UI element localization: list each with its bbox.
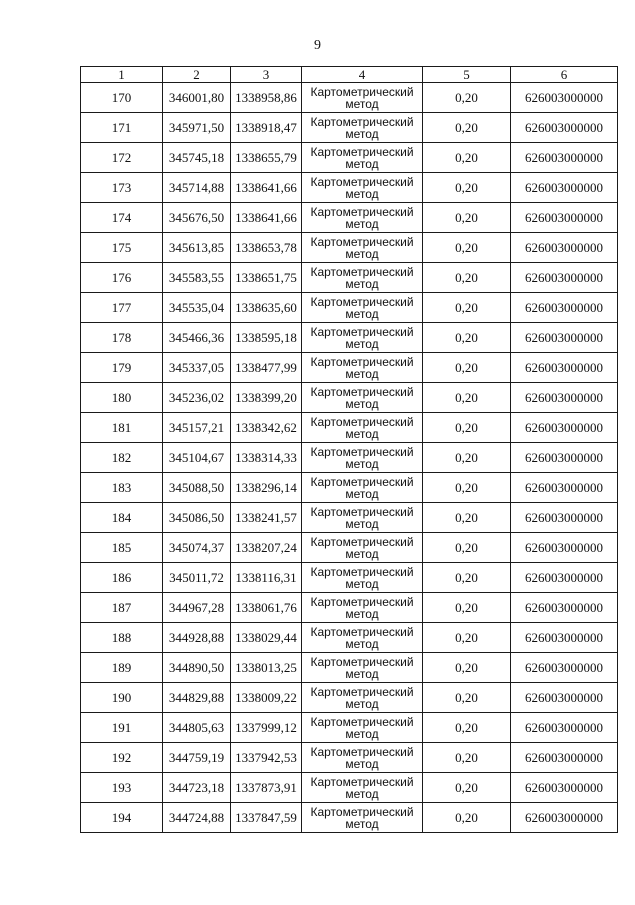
accuracy-cell: 0,20	[423, 443, 511, 473]
method-text-line1: Картометрический	[310, 774, 414, 789]
code-cell: 626003000000	[511, 113, 618, 143]
method-text-line2: метод	[345, 456, 379, 471]
code-cell: 626003000000	[511, 773, 618, 803]
accuracy-cell: 0,20	[423, 263, 511, 293]
method-cell	[302, 533, 423, 563]
table-row	[81, 203, 618, 233]
method-text-line2: метод	[345, 336, 379, 351]
code-cell: 626003000000	[511, 683, 618, 713]
method-text-line2: метод	[345, 546, 379, 561]
point-number-cell: 187	[81, 593, 163, 623]
method-text-line2: метод	[345, 696, 379, 711]
method-cell	[302, 113, 423, 143]
x-coordinate-cell: 345074,37	[163, 533, 231, 563]
method-text-line1: Картометрический	[310, 324, 414, 339]
accuracy-cell: 0,20	[423, 293, 511, 323]
table-row	[81, 83, 618, 113]
method-text-line2: метод	[345, 576, 379, 591]
accuracy-cell: 0,20	[423, 83, 511, 113]
column-header: 2	[163, 67, 231, 83]
method-text-line1: Картометрический	[310, 264, 414, 279]
x-coordinate-cell: 345583,55	[163, 263, 231, 293]
x-coordinate-cell: 345011,72	[163, 563, 231, 593]
accuracy-cell: 0,20	[423, 563, 511, 593]
method-cell	[302, 353, 423, 383]
code-cell: 626003000000	[511, 533, 618, 563]
y-coordinate-cell: 1338061,76	[231, 593, 302, 623]
method-text-line1: Картометрический	[310, 234, 414, 249]
table-row	[81, 653, 618, 683]
point-number-cell: 189	[81, 653, 163, 683]
method-text-line2: метод	[345, 486, 379, 501]
y-coordinate-cell: 1338641,66	[231, 173, 302, 203]
method-text-line1: Картометрический	[310, 624, 414, 639]
method-text-line1: Картометрический	[310, 414, 414, 429]
table-row	[81, 803, 618, 833]
y-coordinate-cell: 1338342,62	[231, 413, 302, 443]
accuracy-cell: 0,20	[423, 233, 511, 263]
table-row	[81, 113, 618, 143]
x-coordinate-cell: 344805,63	[163, 713, 231, 743]
x-coordinate-cell: 344829,88	[163, 683, 231, 713]
method-text-line1: Картометрический	[310, 384, 414, 399]
page-number: 9	[314, 38, 321, 53]
table-row	[81, 503, 618, 533]
y-coordinate-cell: 1337873,91	[231, 773, 302, 803]
accuracy-cell: 0,20	[423, 773, 511, 803]
method-text-line1: Картометрический	[310, 354, 414, 369]
point-number-cell: 191	[81, 713, 163, 743]
method-text-line1: Картометрический	[310, 804, 414, 819]
point-number-cell: 178	[81, 323, 163, 353]
point-number-cell: 183	[81, 473, 163, 503]
method-text-line1: Картометрический	[310, 564, 414, 579]
point-number-cell: 170	[81, 83, 163, 113]
method-text-line2: метод	[345, 216, 379, 231]
method-cell	[302, 383, 423, 413]
accuracy-cell: 0,20	[423, 503, 511, 533]
code-cell: 626003000000	[511, 803, 618, 833]
method-cell	[302, 233, 423, 263]
x-coordinate-cell: 344759,19	[163, 743, 231, 773]
code-cell: 626003000000	[511, 233, 618, 263]
code-cell: 626003000000	[511, 203, 618, 233]
point-number-cell: 171	[81, 113, 163, 143]
method-text-line1: Картометрический	[310, 174, 414, 189]
accuracy-cell: 0,20	[423, 653, 511, 683]
method-cell	[302, 173, 423, 203]
point-number-cell: 180	[81, 383, 163, 413]
accuracy-cell: 0,20	[423, 383, 511, 413]
y-coordinate-cell: 1338651,75	[231, 263, 302, 293]
method-text-line2: метод	[345, 276, 379, 291]
code-cell: 626003000000	[511, 383, 618, 413]
point-number-cell: 184	[81, 503, 163, 533]
method-cell	[302, 653, 423, 683]
x-coordinate-cell: 344967,28	[163, 593, 231, 623]
method-cell	[302, 203, 423, 233]
accuracy-cell: 0,20	[423, 323, 511, 353]
table-row	[81, 563, 618, 593]
method-cell	[302, 803, 423, 833]
method-cell	[302, 293, 423, 323]
table-row	[81, 713, 618, 743]
x-coordinate-cell: 345236,02	[163, 383, 231, 413]
table-row	[81, 263, 618, 293]
accuracy-cell: 0,20	[423, 623, 511, 653]
code-cell: 626003000000	[511, 743, 618, 773]
y-coordinate-cell: 1338116,31	[231, 563, 302, 593]
x-coordinate-cell: 345971,50	[163, 113, 231, 143]
point-number-cell: 193	[81, 773, 163, 803]
table-row	[81, 743, 618, 773]
method-cell	[302, 773, 423, 803]
method-text-line2: метод	[345, 756, 379, 771]
code-cell: 626003000000	[511, 503, 618, 533]
table-row	[81, 683, 618, 713]
table-row	[81, 293, 618, 323]
accuracy-cell: 0,20	[423, 473, 511, 503]
y-coordinate-cell: 1338399,20	[231, 383, 302, 413]
x-coordinate-cell: 344723,18	[163, 773, 231, 803]
method-text-line1: Картометрический	[310, 684, 414, 699]
x-coordinate-cell: 344890,50	[163, 653, 231, 683]
y-coordinate-cell: 1338595,18	[231, 323, 302, 353]
table-row	[81, 593, 618, 623]
method-text-line1: Картометрический	[310, 204, 414, 219]
table-row	[81, 533, 618, 563]
column-header: 1	[81, 67, 163, 83]
y-coordinate-cell: 1337847,59	[231, 803, 302, 833]
method-cell	[302, 563, 423, 593]
accuracy-cell: 0,20	[423, 143, 511, 173]
method-cell	[302, 143, 423, 173]
point-number-cell: 172	[81, 143, 163, 173]
method-text-line1: Картометрический	[310, 504, 414, 519]
point-number-cell: 190	[81, 683, 163, 713]
table-row	[81, 773, 618, 803]
y-coordinate-cell: 1338918,47	[231, 113, 302, 143]
y-coordinate-cell: 1338641,66	[231, 203, 302, 233]
table-row	[81, 383, 618, 413]
method-cell	[302, 743, 423, 773]
y-coordinate-cell: 1338296,14	[231, 473, 302, 503]
y-coordinate-cell: 1338029,44	[231, 623, 302, 653]
y-coordinate-cell: 1338009,22	[231, 683, 302, 713]
column-header: 3	[231, 67, 302, 83]
method-text-line2: метод	[345, 606, 379, 621]
column-header: 4	[302, 67, 423, 83]
method-cell	[302, 443, 423, 473]
code-cell: 626003000000	[511, 173, 618, 203]
table-header-row	[81, 67, 618, 83]
method-cell	[302, 503, 423, 533]
coordinates-table	[80, 66, 618, 833]
x-coordinate-cell: 346001,80	[163, 83, 231, 113]
x-coordinate-cell: 345088,50	[163, 473, 231, 503]
point-number-cell: 186	[81, 563, 163, 593]
point-number-cell: 188	[81, 623, 163, 653]
x-coordinate-cell: 345613,85	[163, 233, 231, 263]
point-number-cell: 179	[81, 353, 163, 383]
code-cell: 626003000000	[511, 563, 618, 593]
y-coordinate-cell: 1338655,79	[231, 143, 302, 173]
code-cell: 626003000000	[511, 293, 618, 323]
code-cell: 626003000000	[511, 623, 618, 653]
method-cell	[302, 623, 423, 653]
method-text-line1: Картометрический	[310, 144, 414, 159]
accuracy-cell: 0,20	[423, 683, 511, 713]
table-row	[81, 443, 618, 473]
method-text-line2: метод	[345, 666, 379, 681]
table-row	[81, 143, 618, 173]
method-text-line2: метод	[345, 786, 379, 801]
method-text-line2: метод	[345, 636, 379, 651]
y-coordinate-cell: 1338314,33	[231, 443, 302, 473]
method-text-line1: Картометрический	[310, 84, 414, 99]
accuracy-cell: 0,20	[423, 203, 511, 233]
accuracy-cell: 0,20	[423, 353, 511, 383]
column-header: 5	[423, 67, 511, 83]
point-number-cell: 175	[81, 233, 163, 263]
method-cell	[302, 473, 423, 503]
code-cell: 626003000000	[511, 443, 618, 473]
method-text-line1: Картометрический	[310, 444, 414, 459]
method-text-line1: Картометрический	[310, 744, 414, 759]
method-cell	[302, 413, 423, 443]
code-cell: 626003000000	[511, 83, 618, 113]
point-number-cell: 194	[81, 803, 163, 833]
x-coordinate-cell: 345337,05	[163, 353, 231, 383]
method-text-line2: метод	[345, 726, 379, 741]
table-row	[81, 353, 618, 383]
method-text-line2: метод	[345, 306, 379, 321]
y-coordinate-cell: 1337999,12	[231, 713, 302, 743]
method-text-line2: метод	[345, 246, 379, 261]
method-cell	[302, 263, 423, 293]
x-coordinate-cell: 345086,50	[163, 503, 231, 533]
column-header: 6	[511, 67, 618, 83]
point-number-cell: 181	[81, 413, 163, 443]
point-number-cell: 177	[81, 293, 163, 323]
table-row	[81, 473, 618, 503]
accuracy-cell: 0,20	[423, 113, 511, 143]
method-text-line2: метод	[345, 396, 379, 411]
code-cell: 626003000000	[511, 143, 618, 173]
method-text-line2: метод	[345, 186, 379, 201]
method-text-line2: метод	[345, 816, 379, 831]
y-coordinate-cell: 1338207,24	[231, 533, 302, 563]
method-text-line2: метод	[345, 156, 379, 171]
method-text-line2: метод	[345, 96, 379, 111]
point-number-cell: 192	[81, 743, 163, 773]
x-coordinate-cell: 345535,04	[163, 293, 231, 323]
method-text-line1: Картометрический	[310, 534, 414, 549]
x-coordinate-cell: 345104,67	[163, 443, 231, 473]
accuracy-cell: 0,20	[423, 413, 511, 443]
y-coordinate-cell: 1338477,99	[231, 353, 302, 383]
method-cell	[302, 323, 423, 353]
method-text-line1: Картометрический	[310, 654, 414, 669]
method-text-line2: метод	[345, 426, 379, 441]
method-cell	[302, 83, 423, 113]
method-text-line2: метод	[345, 366, 379, 381]
accuracy-cell: 0,20	[423, 593, 511, 623]
method-cell	[302, 593, 423, 623]
x-coordinate-cell: 345676,50	[163, 203, 231, 233]
accuracy-cell: 0,20	[423, 803, 511, 833]
table-row	[81, 623, 618, 653]
code-cell: 626003000000	[511, 263, 618, 293]
x-coordinate-cell: 344928,88	[163, 623, 231, 653]
code-cell: 626003000000	[511, 473, 618, 503]
y-coordinate-cell: 1338958,86	[231, 83, 302, 113]
accuracy-cell: 0,20	[423, 533, 511, 563]
method-text-line1: Картометрический	[310, 294, 414, 309]
code-cell: 626003000000	[511, 653, 618, 683]
point-number-cell: 173	[81, 173, 163, 203]
x-coordinate-cell: 345745,18	[163, 143, 231, 173]
y-coordinate-cell: 1338635,60	[231, 293, 302, 323]
accuracy-cell: 0,20	[423, 713, 511, 743]
y-coordinate-cell: 1337942,53	[231, 743, 302, 773]
y-coordinate-cell: 1338241,57	[231, 503, 302, 533]
point-number-cell: 174	[81, 203, 163, 233]
code-cell: 626003000000	[511, 413, 618, 443]
method-cell	[302, 683, 423, 713]
y-coordinate-cell: 1338653,78	[231, 233, 302, 263]
method-text-line2: метод	[345, 516, 379, 531]
accuracy-cell: 0,20	[423, 173, 511, 203]
method-text-line2: метод	[345, 126, 379, 141]
accuracy-cell: 0,20	[423, 743, 511, 773]
code-cell: 626003000000	[511, 353, 618, 383]
method-text-line1: Картометрический	[310, 114, 414, 129]
method-text-line1: Картометрический	[310, 594, 414, 609]
point-number-cell: 182	[81, 443, 163, 473]
method-text-line1: Картометрический	[310, 474, 414, 489]
table-row	[81, 413, 618, 443]
point-number-cell: 185	[81, 533, 163, 563]
x-coordinate-cell: 345157,21	[163, 413, 231, 443]
point-number-cell: 176	[81, 263, 163, 293]
x-coordinate-cell: 344724,88	[163, 803, 231, 833]
y-coordinate-cell: 1338013,25	[231, 653, 302, 683]
table-row	[81, 323, 618, 353]
code-cell: 626003000000	[511, 593, 618, 623]
table-row	[81, 233, 618, 263]
code-cell: 626003000000	[511, 713, 618, 743]
x-coordinate-cell: 345466,36	[163, 323, 231, 353]
method-cell	[302, 713, 423, 743]
table-row	[81, 173, 618, 203]
code-cell: 626003000000	[511, 323, 618, 353]
x-coordinate-cell: 345714,88	[163, 173, 231, 203]
method-text-line1: Картометрический	[310, 714, 414, 729]
